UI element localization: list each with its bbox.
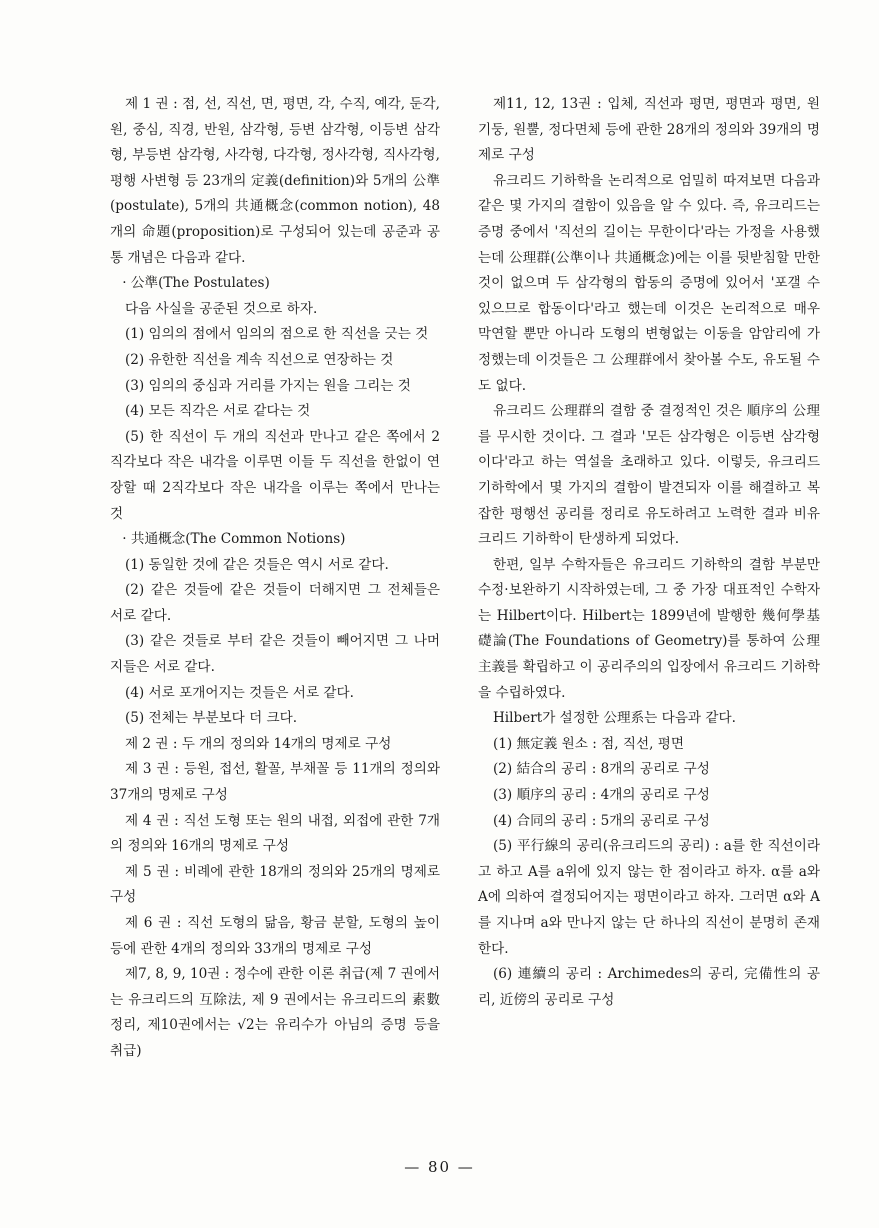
paragraph: 제 5 권 : 비례에 관한 18개의 정의와 25개의 명제로 구성 [110,863,440,906]
paragraph: · 共通概念(The Common Notions) [122,531,346,548]
paragraph: (4) 모든 직각은 서로 같다는 것 [124,403,311,420]
paragraph: 제 3 권 : 등원, 접선, 활꼴, 부채꼴 등 11개의 정의와 37개의 명제로 구성 [110,761,440,804]
paragraph: · 公準(The Postulates) [122,275,270,292]
paragraph: 다음 사실을 공준된 것으로 하자. [124,300,318,317]
left-column [110,92,440,1065]
page-number: — 80 — [404,1158,475,1176]
paragraph: (3) 같은 것들로 부터 같은 것들이 빼어지면 그 나머지들은 서로 같다. [110,633,440,676]
right-column [478,92,820,1013]
paragraph: 제 6 권 : 직선 도형의 닮음, 황금 분할, 도형의 높이 등에 관한 4개의 정의와 33개의 명제로 구성 [110,915,440,957]
paragraph: (4) 合同의 공리 : 5개의 공리로 구성 [492,812,710,829]
paragraph: 제 1 권 : 점, 선, 직선, 면, 평면, 각, 수직, 예각, 둔각, 원, 중심, 직경, 반원, 삼각형, 등변 삼각형, 이등변 삼각형, 부등변 삼각형, 사각형, 다각형, 정사각형, 직사각형, 평행 사변형 등 23개의 定義(definition)와 5개의 公準(postulate), 5개의 共通概念(common notion), 48개의 命題(proposition)로 구성되어 있는데 공준과 공통 개념은 다음과 같다. [110,96,440,266]
paragraph: (4) 서로 포개어지는 것들은 서로 같다. [124,684,354,701]
paragraph: (3) 임의의 중심과 거리를 가지는 원을 그리는 것 [124,377,411,394]
paragraph: (1) 동일한 것에 같은 것들은 역시 서로 같다. [124,556,389,573]
paragraph: 유크리드 기하학을 논리적으로 엄밀히 따져보면 다음과 같은 몇 가지의 결함이 있음을 알 수 있다. 즉, 유크리드는 증명 중에서 '직선의 길이는 무한이다'라는 가정을 사용했는데 公理群(公準이나 共通概念)에는 이를 뒷받침할 만한 것이 없으며 두 삼각형의 합동의 증명에 있어서 '포갤 수 있으므로 합동이다'라고 했는데 이것은 논리적으로 매우 막연할 뿐만 아니라 도형의 변형없는 이동을 암암리에 가정했는데 이것들은 그 公理群에서 찾아볼 수도, 유도될 수도 없다. [478,172,820,394]
paragraph: 한편, 일부 수학자들은 유크리드 기하학의 결함 부분만 수정·보완하기 시작하였는데, 그 중 가장 대표적인 수학자는 Hilbert이다. Hilbert는 1899년에 발행한 幾何學基礎論(The Foundations of Geometry)를 통하여 公理主義를 확립하고 이 공리주의의 입장에서 유크리드 기하학을 수립하였다. [478,556,821,701]
paragraph: (1) 임의의 점에서 임의의 점으로 한 직선을 긋는 것 [124,326,429,343]
paragraph: (5) 전체는 부분보다 더 크다. [124,710,298,727]
paragraph: 제 4 권 : 직선 도형 또는 원의 내접, 외접에 관한 7개의 정의와 16개의 명제로 구성 [110,812,440,855]
paragraph: 제11, 12, 13권 : 입체, 직선과 평면, 평면과 평면, 원기둥, 원뿔, 정다면체 등에 관한 28개의 정의와 39개의 명제로 구성 [478,96,820,164]
paragraph: (6) 連續의 공리 : Archimedes의 공리, 完備性의 공리, 近傍의 공리로 구성 [478,966,820,1008]
paragraph: 제7, 8, 9, 10권 : 정수에 관한 이론 취급(제 7 권에서는 유크리드의 互除法, 제 9 권에서는 유크리드의 素數정리, 제10권에서는 √2는 유리수가 아님의 증명 등을 취급) [110,966,440,1059]
paragraph: 제 2 권 : 두 개의 정의와 14개의 명제로 구성 [124,735,392,752]
paragraph: (2) 結合의 공리 : 8개의 공리로 구성 [492,761,710,778]
paragraph: Hilbert가 설정한 公理系는 다음과 같다. [492,710,736,727]
paragraph: (2) 유한한 직선을 계속 직선으로 연장하는 것 [124,351,394,368]
paragraph: (5) 平行線의 공리(유크리드의 공리) : a를 한 직선이라고 하고 A를 a위에 있지 않는 한 점이라고 하자. α를 a와 A에 의하여 결정되어지는 평면이라고 하자. 그러면 α와 A를 지나며 a와 만나지 않는 단 하나의 직선이 분명히 존재한다. [478,838,820,957]
paragraph: 유크리드 公理群의 결함 중 결정적인 것은 順序의 公理를 무시한 것이다. 그 결과 '모든 삼각형은 이등변 삼각형이다'라고 하는 역설을 초래하고 있다. 이렇듯, 유크리드 기하학에서 몇 가지의 결함이 발견되자 이를 해결하고 복잡한 평행선 공리를 정리로 유도하려고 노력한 결과 비유크리드 기하학이 탄생하게 되었다. [478,403,820,548]
paragraph: (5) 한 직선이 두 개의 직선과 만나고 같은 쪽에서 2 직각보다 작은 내각을 이루면 이들 두 직선을 한없이 연장할 때 2직각보다 작은 내각을 이루는 쪽에서 만나는 것 [110,428,440,522]
paragraph: (2) 같은 것들에 같은 것들이 더해지면 그 전체들은 서로 같다. [110,582,440,624]
paragraph: (3) 順序의 공리 : 4개의 공리로 구성 [492,787,710,804]
paragraph: (1) 無定義 원소 : 점, 직선, 평면 [492,735,685,752]
